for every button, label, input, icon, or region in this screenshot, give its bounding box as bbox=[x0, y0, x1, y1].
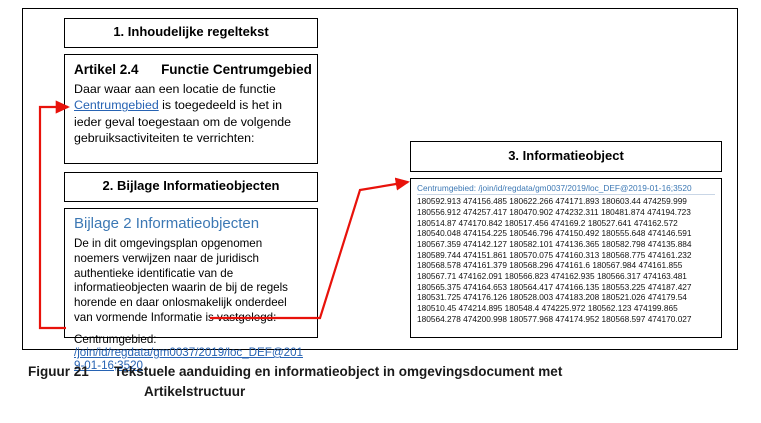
box-1-title: 1. Inhoudelijke regeltekst bbox=[113, 24, 269, 39]
coordinate-line: 180556.912 474257.417 180470.902 474232.311 180481.874 474194.723 bbox=[417, 207, 691, 218]
coordinate-line: 180589.744 474151.861 180570.075 474160.313 180568.775 474161.232 bbox=[417, 249, 692, 260]
centrumgebied-link[interactable]: Centrumgebied bbox=[74, 98, 159, 113]
article-body-part2: is toegedeeld is het in ieder geval toegestaan om de volgende gebruiksactiviteiten te verrichten: bbox=[74, 98, 291, 146]
box-inhoudelijke-regeltekst-body bbox=[64, 54, 318, 164]
bijlage-object-label: Centrumgebied: bbox=[74, 332, 157, 346]
box-informatieobject-body bbox=[410, 178, 722, 338]
coordinate-line: 180592.913 474156.485 180622.266 474171.893 180603.44 474259.999 bbox=[417, 196, 687, 207]
article-title: Functie Centrumgebied bbox=[161, 62, 312, 77]
article-heading bbox=[74, 62, 312, 77]
box-inhoudelijke-regeltekst-header bbox=[64, 18, 318, 48]
informatieobject-header-line: Centrumgebied: /join/id/regdata/gm0037/2019/loc_DEF@2019-01-16;3520 bbox=[417, 183, 715, 195]
box-bijlage-informatieobjecten-header bbox=[64, 172, 318, 202]
coordinate-line: 180510.45 474214.895 180548.4 474225.972 180562.123 474199.865 bbox=[417, 302, 678, 313]
coordinate-line: 180567.359 474142.127 180582.101 474136.365 180582.798 474135.884 bbox=[417, 238, 692, 249]
box-informatieobject-header bbox=[410, 141, 722, 172]
box-3-title: 3. Informatieobject bbox=[508, 148, 624, 163]
coordinate-line: 180568.578 474161.379 180568.296 474161.6 180567.984 474161.855 bbox=[417, 260, 683, 271]
coordinate-line: 180564.278 474200.998 180577.968 474174.952 180568.597 474170.027 bbox=[417, 313, 692, 324]
figure-caption bbox=[28, 362, 728, 403]
caption-text-1: Tekstuele aanduiding en informatieobject in omgevingsdocument met bbox=[114, 364, 563, 379]
article-body-part1: Daar waar aan een locatie de functie bbox=[74, 82, 276, 96]
coordinate-line: 180565.375 474164.653 180564.417 474166.135 180553.225 474187.427 bbox=[417, 281, 692, 292]
box-2-title: 2. Bijlage Informatieobjecten bbox=[102, 178, 280, 193]
caption-line-1 bbox=[28, 362, 728, 382]
box-bijlage-informatieobjecten-body bbox=[64, 208, 318, 372]
bijlage-object-link[interactable]: /join/id/regdata/gm0037/2019/loc_DEF@2019-01-16;3520 bbox=[74, 345, 303, 372]
bijlage-subtitle: Bijlage 2 Informatieobjecten bbox=[74, 215, 260, 232]
article-number: Artikel 2.4 bbox=[74, 62, 139, 77]
article-body bbox=[74, 81, 308, 147]
coordinate-line: 180514.87 474170.842 180517.456 474169.2 180527.641 474162.572 bbox=[417, 217, 678, 228]
bijlage-body-text: De in dit omgevingsplan opgenomen noemers verwijzen naar de juridisch authentieke identificatie van de informatieobjecten waarin de bij de regels horende en daar onlosmakelijk onderdeel van vormende Informatie is vastgelegd: bbox=[74, 237, 288, 325]
coordinate-line: 180531.725 474176.126 180528.003 474183.208 180521.026 474179.54 bbox=[417, 292, 687, 303]
caption-line-2: Artikelstructuur bbox=[144, 384, 246, 400]
coordinate-line: 180540.048 474154.225 180546.796 474150.492 180555.648 474146.591 bbox=[417, 228, 692, 239]
coordinate-list bbox=[417, 196, 715, 324]
caption-number: Figuur 21 bbox=[28, 364, 89, 379]
coordinate-line: 180567.71 474162.091 180566.823 474162.935 180566.317 474163.481 bbox=[417, 270, 687, 281]
